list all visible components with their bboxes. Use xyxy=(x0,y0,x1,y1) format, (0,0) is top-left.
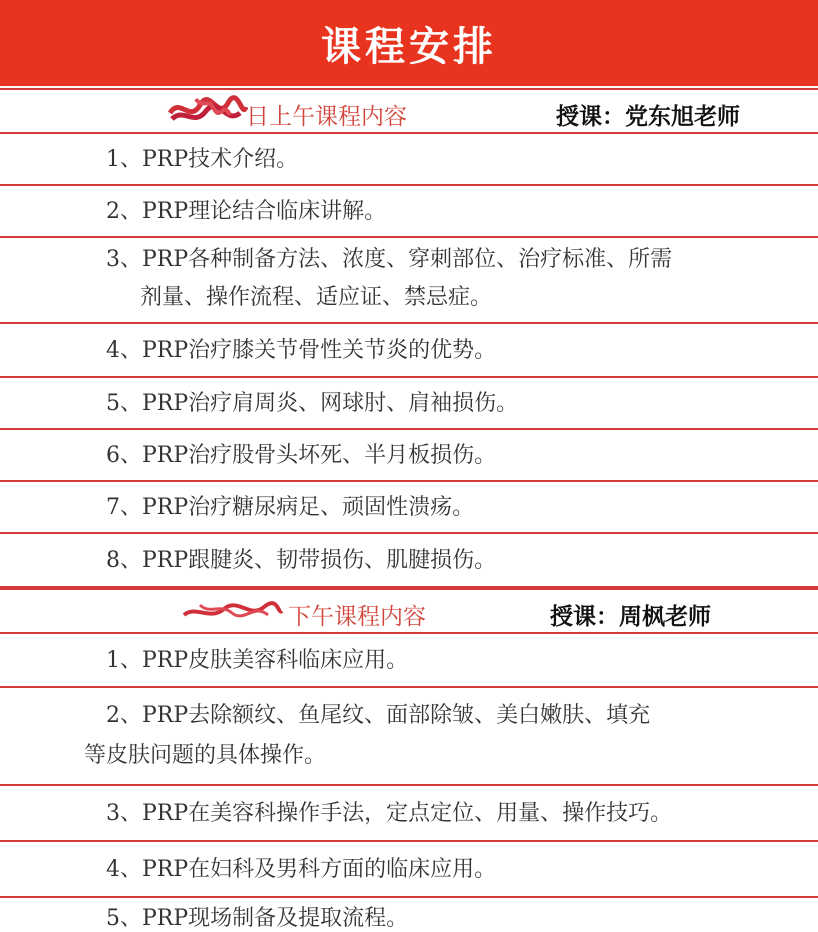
list-item: 3、PRP在美容科操作手法，定点定位、用量、操作技巧。 xyxy=(0,786,818,842)
afternoon-teacher: 授课：周枫老师 xyxy=(550,604,711,630)
redaction-scribble-icon xyxy=(166,93,248,129)
list-item: 4、PRP在妇科及男科方面的临床应用。 xyxy=(0,842,818,898)
header-banner xyxy=(0,0,818,86)
list-item: 5、PRP现场制备及提取流程。 xyxy=(106,906,409,931)
list-item: 7、PRP治疗糖尿病足、顽固性溃疡。 xyxy=(0,482,818,534)
list-item: 5、PRP治疗肩周炎、网球肘、肩袖损伤。 xyxy=(0,378,818,430)
list-item: 6、PRP治疗股骨头坏死、半月板损伤。 xyxy=(0,430,818,482)
afternoon-section-header xyxy=(0,588,818,634)
list-item: 3、PRP各种制备方法、浓度、穿刺部位、治疗标准、所需 剂量、操作流程、适应证、禁忌症。 xyxy=(0,238,818,324)
list-item: 4、PRP治疗膝关节骨性关节炎的优势。 xyxy=(0,324,818,378)
morning-teacher: 授课：党东旭老师 xyxy=(556,104,740,130)
list-item: 1、PRP技术介绍。 xyxy=(0,134,818,186)
list-item: 8、PRP跟腱炎、韧带损伤、肌腱损伤。 xyxy=(0,534,818,588)
list-item: 2、PRP理论结合临床讲解。 xyxy=(0,186,818,238)
page-title: 课程安排 xyxy=(321,22,497,70)
morning-section-title: 日上午课程内容 xyxy=(246,104,407,130)
list-item: 1、PRP皮肤美容科临床应用。 xyxy=(0,634,818,688)
morning-section-header xyxy=(0,88,818,134)
redaction-scribble-icon xyxy=(180,593,284,629)
afternoon-section-title: 下午课程内容 xyxy=(288,604,426,630)
list-item: 2、PRP去除额纹、鱼尾纹、面部除皱、美白嫩肤、填充 等皮肤问题的具体操作。 xyxy=(0,688,818,786)
